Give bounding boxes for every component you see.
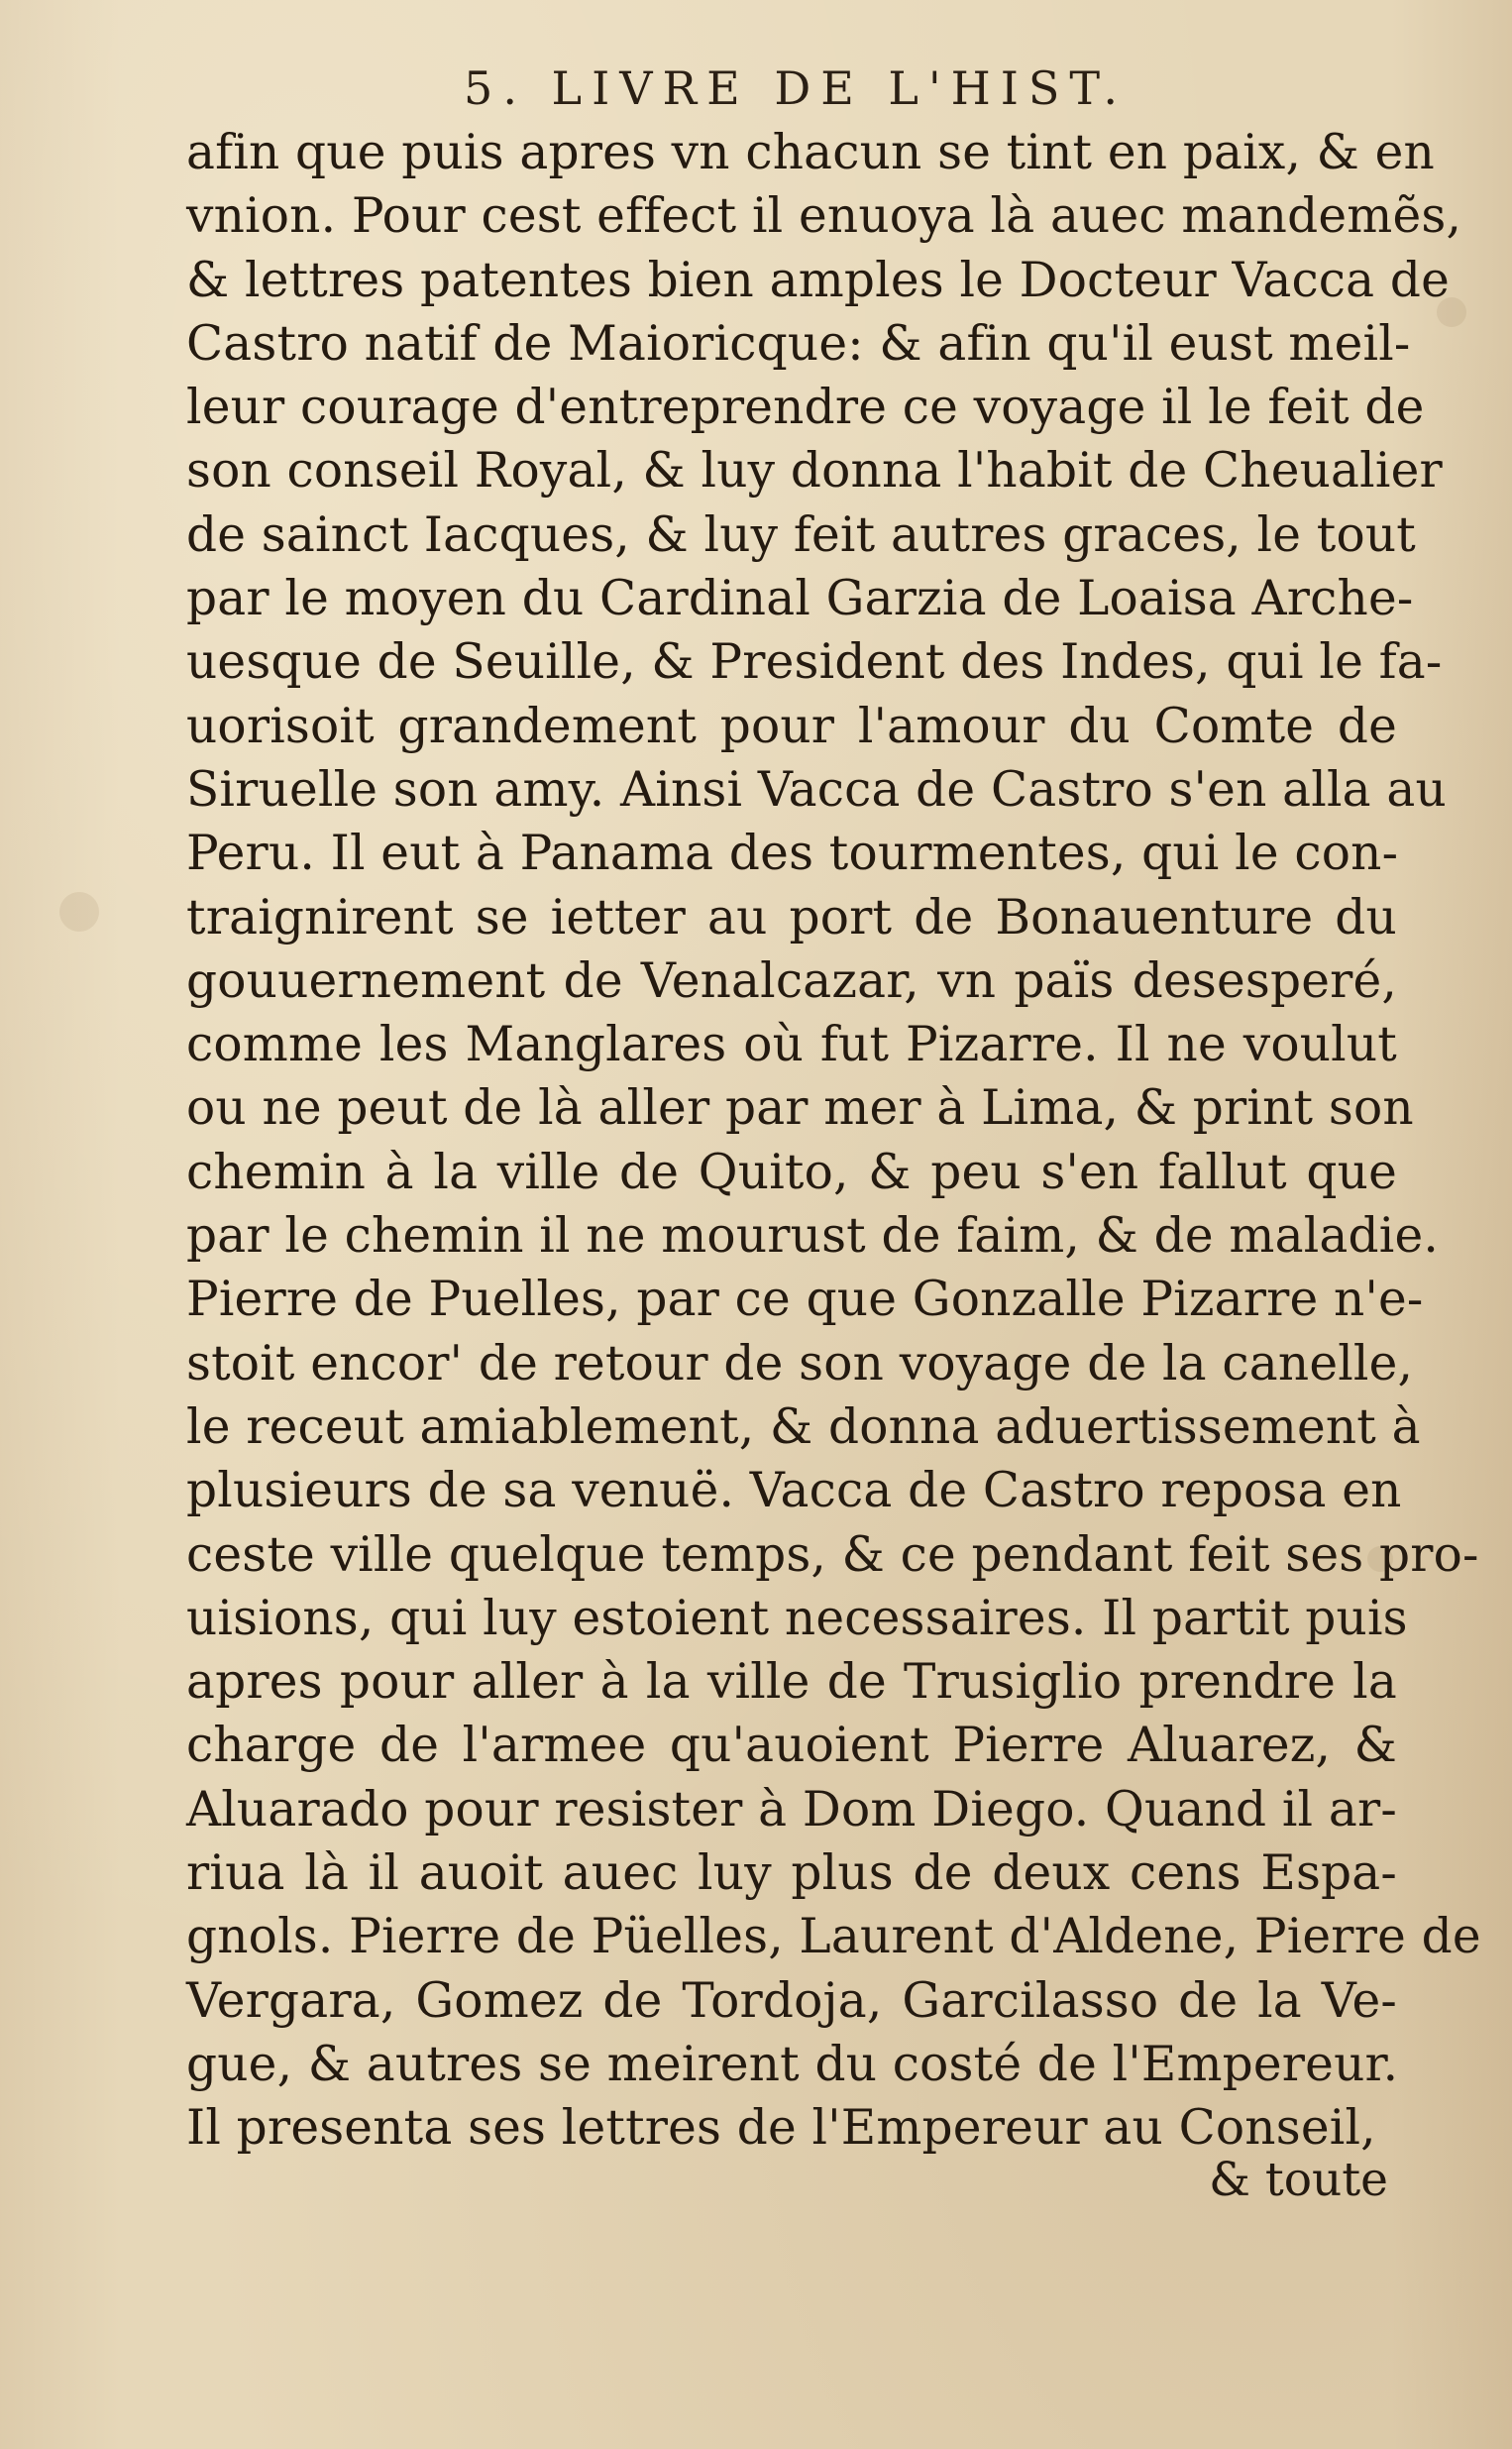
text-line: gouuernement de Venalcazar, vn païs desesperé, xyxy=(186,952,1397,1009)
text-line: de sainct Iacques, & luy feit autres graces, le tout xyxy=(186,506,1416,563)
paper-stain xyxy=(59,892,99,932)
text-line: charge de l'armee qu'auoient Pierre Aluarez, & xyxy=(186,1718,1397,1774)
text-line: leur courage d'entreprendre ce voyage il le feit de xyxy=(186,380,1425,436)
text-line: uisions, qui luy estoient necessaires. Il partit puis xyxy=(186,1590,1408,1646)
text-line: le receut amiablement, & donna aduertissement à xyxy=(186,1398,1421,1455)
text-line: uesque de Seuille, & President des Indes, qui le fa- xyxy=(186,634,1443,691)
text-line: plusieurs de sa venuë. Vacca de Castro reposa en xyxy=(186,1463,1402,1519)
text-line: uorisoit grandement pour l'amour du Comte de xyxy=(186,698,1397,754)
text-line: chemin à la ville de Quito, & peu s'en fallut que xyxy=(186,1144,1397,1200)
text-line: ceste ville quelque temps, & ce pendant feit ses pro- xyxy=(186,1526,1479,1583)
text-line: vnion. Pour cest effect il enuoya là auec mandemẽs, xyxy=(186,188,1462,245)
text-line: Siruelle son amy. Ainsi Vacca de Castro s'en alla au xyxy=(186,761,1447,818)
text-line: Il presenta ses lettres de l'Empereur au Conseil, xyxy=(186,2100,1376,2157)
text-line: Peru. Il eut à Panama des tourmentes, qui le con- xyxy=(186,826,1399,882)
text-line: gnols. Pierre de Püelles, Laurent d'Aldene, Pierre de xyxy=(186,1909,1481,1965)
text-line: gue, & autres se meirent du costé de l'Empereur. xyxy=(186,2036,1399,2092)
text-line: Pierre de Puelles, par ce que Gonzalle Pizarre n'e- xyxy=(186,1272,1424,1328)
text-line: riua là il auoit auec luy plus de deux cens Espa- xyxy=(186,1845,1397,1902)
text-line: apres pour aller à la ville de Trusiglio prendre la xyxy=(186,1654,1397,1711)
body-text xyxy=(186,121,1481,2161)
running-head: 5. LIVRE DE L'HIST. xyxy=(464,61,1128,115)
text-line: traignirent se ietter au port de Bonauenture du xyxy=(186,889,1397,946)
text-line: par le chemin il ne mourust de faim, & de maladie. xyxy=(186,1208,1440,1265)
text-line: Castro natif de Maioricque: & afin qu'il eust meil- xyxy=(186,315,1411,372)
text-line: stoit encor' de retour de son voyage de la canelle, xyxy=(186,1335,1414,1391)
text-line: comme les Manglares où fut Pizarre. Il ne voulut xyxy=(186,1017,1397,1073)
text-line: par le moyen du Cardinal Garzia de Loaisa Arche- xyxy=(186,571,1414,627)
text-line: son conseil Royal, & luy donna l'habit de Cheualier xyxy=(186,443,1443,500)
text-line: afin que puis apres vn chacun se tint en paix, & en xyxy=(186,125,1435,180)
text-line: ou ne peut de là aller par mer à Lima, & print son xyxy=(186,1080,1414,1137)
text-line: Aluarado pour resister à Dom Diego. Quand il ar- xyxy=(186,1781,1397,1837)
catchword: & toute xyxy=(1209,2153,1388,2207)
text-line: & lettres patentes bien amples le Docteur Vacca de xyxy=(186,252,1451,308)
text-line: Vergara, Gomez de Tordoja, Garcilasso de la Ve- xyxy=(186,1972,1397,2029)
